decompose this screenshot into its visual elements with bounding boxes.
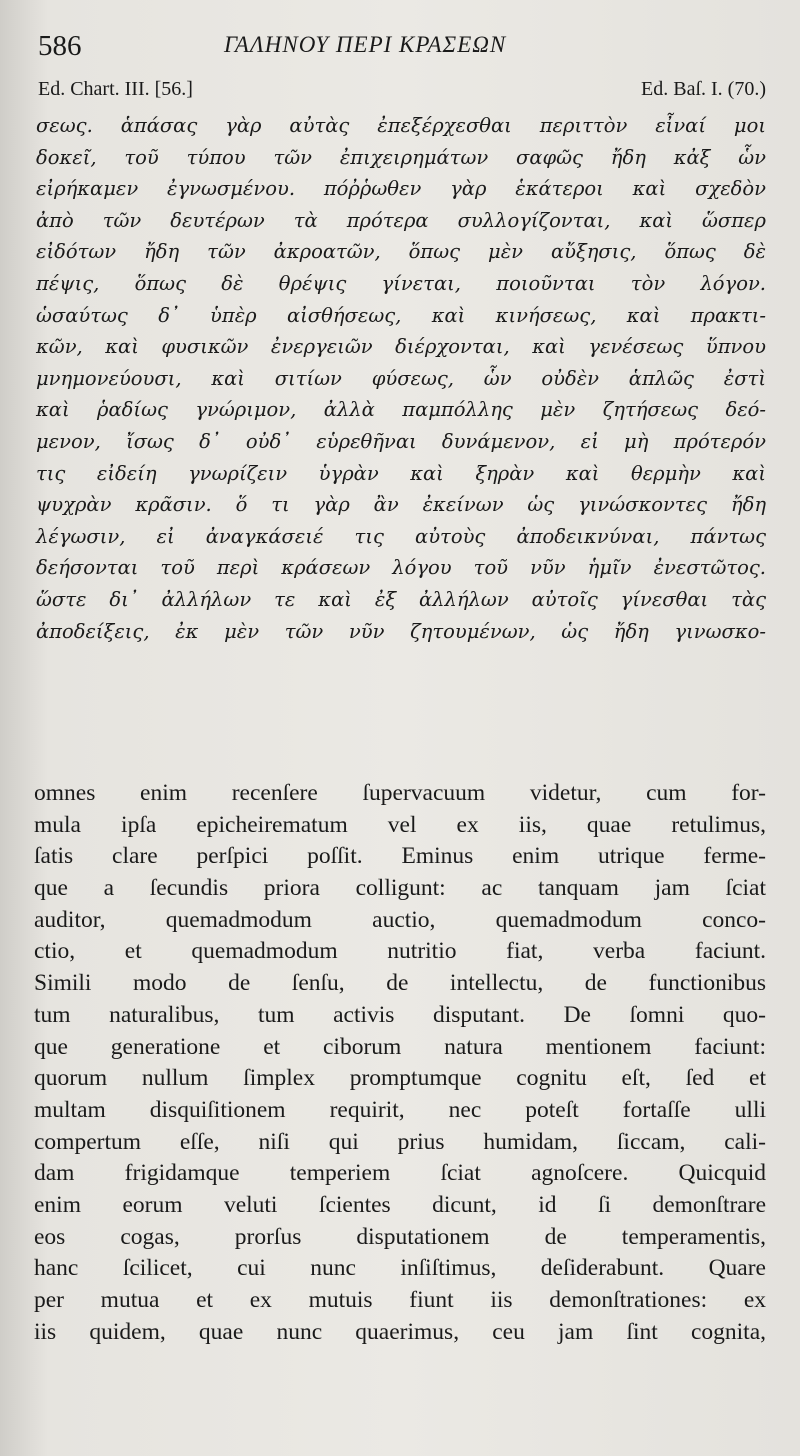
latin-line: iis quidem, quae nunc quaerimus, ceu jam ſint cognita, <box>34 1318 766 1345</box>
latin-line: eos cogas, prorſus disputationem de temperamentis, <box>34 1223 766 1250</box>
edition-reference-basel: Ed. Baſ. I. (70.) <box>641 78 766 100</box>
edition-references <box>38 78 766 108</box>
latin-line: auditor, quemadmodum auctio, quemadmodum conco- <box>34 906 766 933</box>
latin-line: dam frigidamque temperiem ſciat agnoſcere. Quicquid <box>34 1160 766 1187</box>
greek-line: ὥστε δι᾽ ἀλλήλων τε καὶ ἐξ ἀλλήλων αὐτοῖς γίνεσθαι τὰς <box>36 587 766 611</box>
greek-line: μενον, ἴσως δ᾽ οὐδ᾽ εὑρεθῆναι δυνάμενον, εἰ μὴ πρότερόν <box>36 429 766 453</box>
latin-line: hanc ſcilicet, cui nunc inſiſtimus, deſiderabunt. Quare <box>34 1255 766 1282</box>
page-number: 586 <box>38 30 82 62</box>
greek-line: μνημονεύουσι, καὶ σιτίων φύσεως, ὧν οὐδὲν ἁπλῶς ἐστὶ <box>36 366 766 390</box>
greek-line: ἀποδείξεις, ἐκ μὲν τῶν νῦν ζητουμένων, ὡς ἤδη γινωσκο- <box>36 619 766 643</box>
latin-line: compertum eſſe, niſi qui prius humidam, ſiccam, cali- <box>34 1128 766 1155</box>
page-header <box>38 28 598 68</box>
latin-line: que generatione et ciborum natura mentionem faciunt: <box>34 1033 766 1060</box>
latin-line: omnes enim recenſere ſupervacuum videtur, cum for- <box>34 780 766 806</box>
greek-line: κῶν, καὶ φυσικῶν ἐνεργειῶν διέρχονται, καὶ γενέσεως ὕπνου <box>36 335 766 359</box>
latin-line: enim eorum veluti ſcientes dicunt, id ſi demonſtrare <box>34 1191 766 1218</box>
latin-line: mula ipſa epicheirematum vel ex iis, quae retulimus, <box>34 811 766 838</box>
greek-line: τις εἰδείη γνωρίζειν ὑγρὰν καὶ ξηρὰν καὶ θερμὴν καὶ <box>36 461 766 485</box>
greek-line: ἀπὸ τῶν δευτέρων τὰ πρότερα συλλογίζονται, καὶ ὥσπερ <box>36 208 766 232</box>
latin-line: per mutua et ex mutuis fiunt iis demonſtrationes: ex <box>34 1287 766 1313</box>
latin-line: Simili modo de ſenſu, de intellectu, de functionibus <box>34 970 766 997</box>
latin-line: ctio, et quemadmodum nutritio fiat, verba faciunt. <box>34 938 766 965</box>
greek-line: πέψις, ὅπως δὲ θρέψις γίνεται, ποιοῦνται τὸν λόγον. <box>36 271 766 295</box>
greek-line: σεως. ἁπάσας γὰρ αὐτὰς ἐπεξέρχεσθαι περιττὸν εἶναί μοι <box>36 114 766 137</box>
greek-line: δεήσονται τοῦ περὶ κράσεων λόγου τοῦ νῦν ἡμῖν ἐνεστῶτος. <box>36 556 766 580</box>
latin-line: que a ſecundis priora colligunt: ac tanquam jam ſciat <box>34 875 766 902</box>
greek-line: ψυχρὰν κρᾶσιν. ὅ τι γὰρ ἂν ἐκείνων ὡς γινώσκοντες ἤδη <box>36 493 766 517</box>
greek-line: δοκεῖ, τοῦ τύπου τῶν ἐπιχειρημάτων σαφῶς ἤδη κἀξ ὧν <box>36 145 766 169</box>
latin-line: quorum nullum ſimplex promptumque cognitu eſt, ſed et <box>34 1065 766 1092</box>
latin-line: tum naturalibus, tum activis disputant. De ſomni quo- <box>34 1001 766 1028</box>
running-title: ΓΑΛΗΝΟΥ ΠΕΡΙ ΚΡΑΣΕΩΝ <box>224 32 507 57</box>
latin-line: ſatis clare perſpici poſſit. Eminus enim utrique ferme- <box>34 843 766 870</box>
latin-line: multam disquiſitionem requirit, nec poteſt fortaſſe ulli <box>34 1096 766 1123</box>
latin-text-block <box>34 778 766 1348</box>
greek-line: εἰρήκαμεν ἐγνωσμένου. πόῤῥωθεν γὰρ ἑκάτεροι καὶ σχεδὸν <box>36 177 766 201</box>
greek-text-block <box>36 110 766 647</box>
greek-line: καὶ ῥαδίως γνώριμον, ἀλλὰ παμπόλλης μὲν ζητήσεως δεό- <box>36 398 766 422</box>
greek-line: λέγωσιν, εἰ ἀναγκάσειέ τις αὐτοὺς ἀποδεικνύναι, πάντως <box>36 524 766 548</box>
edition-reference-chartier: Ed. Chart. III. [56.] <box>38 78 193 100</box>
greek-line: εἰδότων ἤδη τῶν ἀκροατῶν, ὅπως μὲν αὔξησις, ὅπως δὲ <box>36 240 766 264</box>
greek-line: ὡσαύτως δ᾽ ὑπὲρ αἰσθήσεως, καὶ κινήσεως, καὶ πρακτι- <box>36 303 766 327</box>
